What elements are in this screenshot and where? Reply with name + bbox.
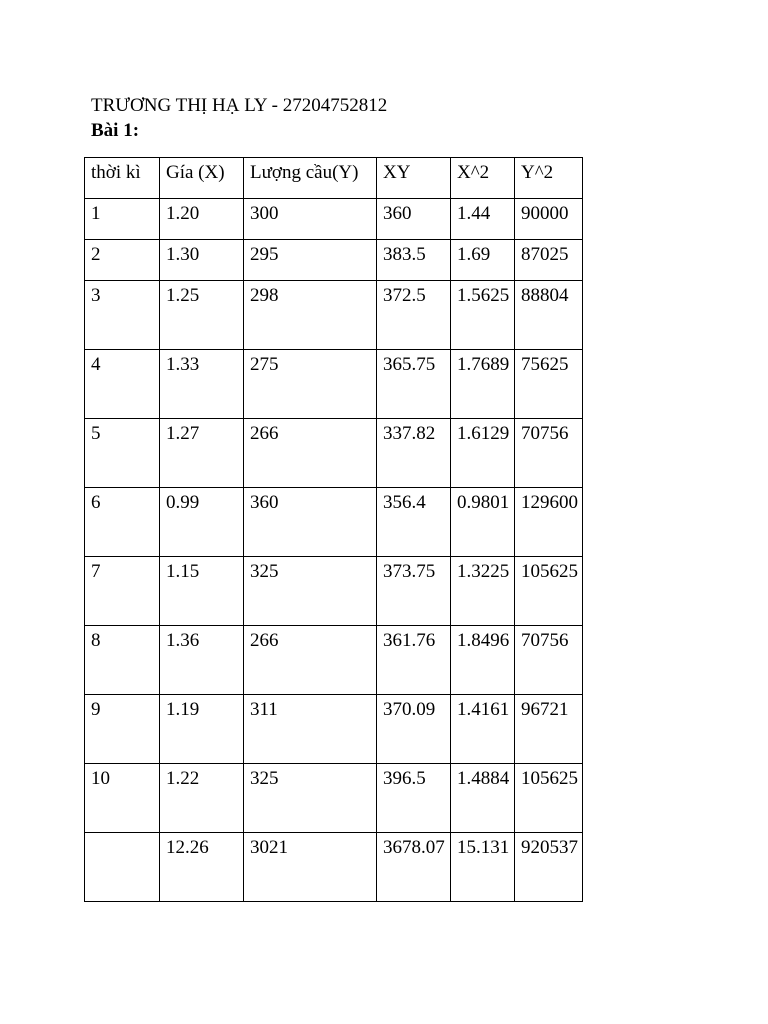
table-row (85, 557, 583, 626)
table-cell: 1.3225 (451, 557, 515, 626)
header-cell-quantity: Lượng cầu(Y) (244, 158, 377, 199)
table-cell: 295 (244, 240, 377, 281)
table-cell: 70756 (515, 419, 583, 488)
table-cell: 75625 (515, 350, 583, 419)
table-cell: 1.22 (160, 764, 244, 833)
table-cell: 361.76 (377, 626, 451, 695)
table-cell: 920537 (515, 833, 583, 902)
table-cell: 88804 (515, 281, 583, 350)
table-cell: 356.4 (377, 488, 451, 557)
header-cell-x-squared: X^2 (451, 158, 515, 199)
table-cell: 298 (244, 281, 377, 350)
table-row (85, 350, 583, 419)
table-cell: 1.30 (160, 240, 244, 281)
table-cell: 1.8496 (451, 626, 515, 695)
table-row (85, 199, 583, 240)
table-cell: 266 (244, 626, 377, 695)
table-cell: 10 (85, 764, 160, 833)
table-row (85, 240, 583, 281)
table-cell: 1 (85, 199, 160, 240)
table-cell: 70756 (515, 626, 583, 695)
table-cell (85, 833, 160, 902)
header-cell-period: thời kì (85, 158, 160, 199)
table-cell: 1.44 (451, 199, 515, 240)
table-cell: 383.5 (377, 240, 451, 281)
table-cell: 0.99 (160, 488, 244, 557)
table-cell: 325 (244, 764, 377, 833)
table-cell: 1.7689 (451, 350, 515, 419)
table-cell: 3678.07 (377, 833, 451, 902)
table-cell: 129600 (515, 488, 583, 557)
table-cell: 1.4884 (451, 764, 515, 833)
table-cell: 3 (85, 281, 160, 350)
data-table (84, 157, 583, 902)
table-cell: 360 (244, 488, 377, 557)
table-cell: 5 (85, 419, 160, 488)
table-cell: 6 (85, 488, 160, 557)
table-cell: 0.9801 (451, 488, 515, 557)
table-row (85, 281, 583, 350)
exercise-title: Bài 1: (91, 120, 140, 141)
header-cell-xy: XY (377, 158, 451, 199)
table-cell: 87025 (515, 240, 583, 281)
table-cell: 8 (85, 626, 160, 695)
table-cell: 370.09 (377, 695, 451, 764)
table-cell: 1.4161 (451, 695, 515, 764)
table-cell: 1.15 (160, 557, 244, 626)
table-cell: 1.27 (160, 419, 244, 488)
table-cell: 1.36 (160, 626, 244, 695)
table-row (85, 419, 583, 488)
table-cell: 337.82 (377, 419, 451, 488)
table-cell: 372.5 (377, 281, 451, 350)
table-cell: 1.33 (160, 350, 244, 419)
header-cell-price: Gía (X) (160, 158, 244, 199)
table-cell: 1.5625 (451, 281, 515, 350)
table-row (85, 488, 583, 557)
table-cell: 1.20 (160, 199, 244, 240)
header-cell-y-squared: Y^2 (515, 158, 583, 199)
table-cell: 9 (85, 695, 160, 764)
table-cell: 1.69 (451, 240, 515, 281)
table-cell: 360 (377, 199, 451, 240)
table-cell: 12.26 (160, 833, 244, 902)
table-row (85, 626, 583, 695)
table-cell: 325 (244, 557, 377, 626)
table-cell: 275 (244, 350, 377, 419)
table-cell: 15.131 (451, 833, 515, 902)
table-header-row (85, 158, 583, 199)
table-cell: 105625 (515, 764, 583, 833)
table-cell: 373.75 (377, 557, 451, 626)
table-cell: 105625 (515, 557, 583, 626)
table-cell: 3021 (244, 833, 377, 902)
table-cell: 266 (244, 419, 377, 488)
table-cell: 7 (85, 557, 160, 626)
table-row (85, 695, 583, 764)
table-cell: 311 (244, 695, 377, 764)
table-cell: 96721 (515, 695, 583, 764)
table-cell: 4 (85, 350, 160, 419)
table-cell: 300 (244, 199, 377, 240)
author-line: TRƯƠNG THỊ HẠ LY - 27204752812 (91, 95, 388, 116)
table-cell: 2 (85, 240, 160, 281)
table-cell: 1.19 (160, 695, 244, 764)
table-total-row (85, 833, 583, 902)
table-cell: 365.75 (377, 350, 451, 419)
table-row (85, 764, 583, 833)
table-cell: 396.5 (377, 764, 451, 833)
table-cell: 1.25 (160, 281, 244, 350)
table-cell: 1.6129 (451, 419, 515, 488)
table-cell: 90000 (515, 199, 583, 240)
